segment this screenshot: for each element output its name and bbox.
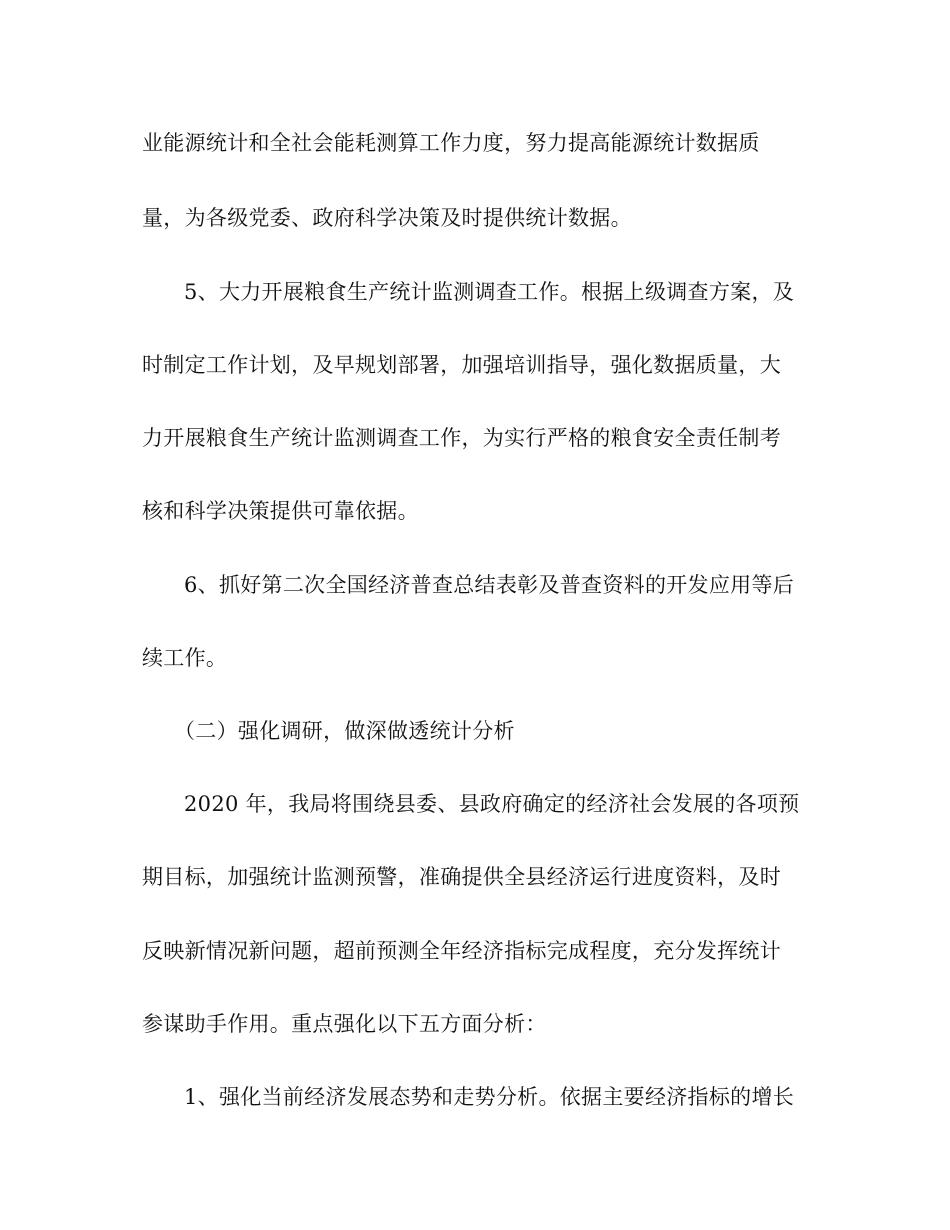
paragraph-start: 2020 年，我局将围绕县委、县政府确定的经济社会发展的各项预 xyxy=(184,792,800,816)
text-line: 业能源统计和全社会能耗测算工作力度，努力提高能源统计数据质 xyxy=(142,131,760,155)
section-heading: （二）强化调研，做深做透统计分析 xyxy=(174,719,515,743)
text-line: 参谋助手作用。重点强化以下五方面分析： xyxy=(142,1012,547,1036)
text-line: 期目标，加强统计监测预警，准确提供全县经济运行进度资料，及时 xyxy=(142,865,781,889)
text-line: 力开展粮食生产统计监测调查工作，为实行严格的粮食安全责任制考 xyxy=(142,426,781,450)
text-line: 续工作。 xyxy=(142,646,228,670)
paragraph-start: 1、强化当前经济发展态势和走势分析。依据主要经济指标的增长 xyxy=(184,1085,795,1109)
paragraph-start: 6、抓好第二次全国经济普查总结表彰及普查资料的开发应用等后 xyxy=(184,573,795,597)
text-line: 核和科学决策提供可靠依据。 xyxy=(142,499,419,523)
text-line: 量，为各级党委、政府科学决策及时提供统计数据。 xyxy=(142,206,632,230)
text-line: 时制定工作计划，及早规划部署，加强培训指导，强化数据质量，大 xyxy=(142,353,781,377)
paragraph-start: 5、大力开展粮食生产统计监测调查工作。根据上级调查方案，及 xyxy=(184,280,795,304)
text-line: 反映新情况新问题，超前预测全年经济指标完成程度，充分发挥统计 xyxy=(142,939,781,963)
